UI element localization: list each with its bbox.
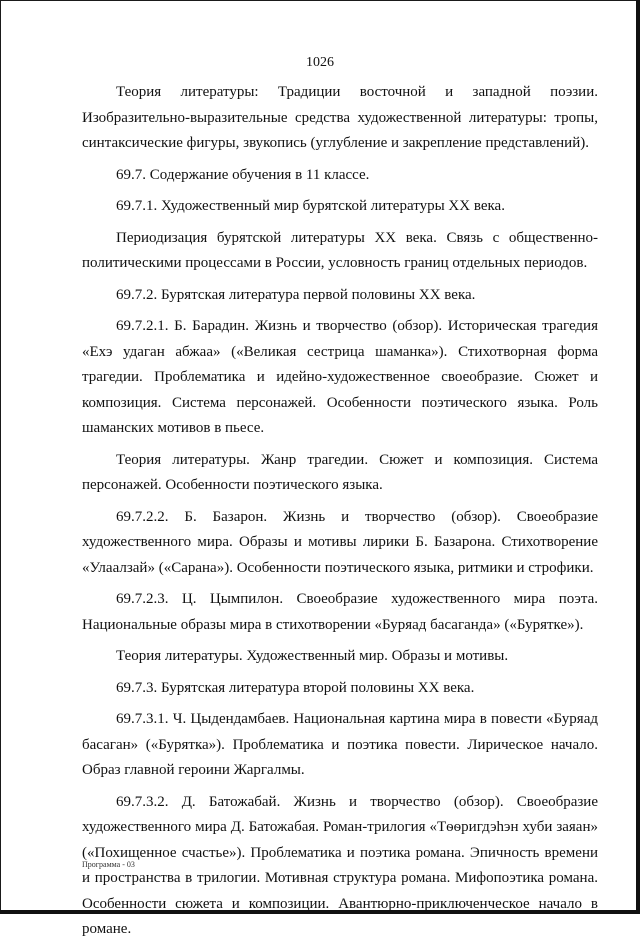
paragraph-baradin: 69.7.2.1. Б. Барадин. Жизнь и творчество (обзор). Историческая трагедия «Ехэ удаган абжаа» («Великая сестрица шаманка»). Стихотворная форма трагедии. Проблематика и идейно-художественное своеобразие. Сюжет и композиция. Система персонажей. Особенности поэтического языка. Роль шаманских мотивов в пьесе. [82,318,598,436]
paragraph-batozhabai: 69.7.3.2. Д. Батожабай. Жизнь и творчество (обзор). Своеобразие художественного мира Д. Батожабая. Роман-трилогия «Тѳѳригдэhэн хуби заяан» («Похищенное счастье»). Проблематика и поэтика романа. Эпичность времени и пространства в трилогии. Мотивная структура романа. Мифопоэтика романа. Особенности сюжета и композиции. Авантюрно-приключенческое начало в романе. [82,793,598,937]
heading-69-7-3: 69.7.3. Бурятская литература второй половины XX века. [116,679,475,696]
page-number: 1026 [306,55,334,70]
paragraph-theory-1: Теория литературы: Традиции восточной и западной поэзии. Изобразительно-выразительные средства художественной литературы: тропы, синтаксические фигуры, звукопись (углубление и закрепление представлений). [82,84,598,151]
paragraph-theory-2: Теория литературы. Жанр трагедии. Сюжет и композиция. Система персонажей. Особенности поэтического языка. [82,451,598,493]
page-border-right [636,0,640,914]
paragraph-bazaron: 69.7.2.2. Б. Базарон. Жизнь и творчество (обзор). Своеобразие художественного мира. Образы и мотивы лирики Б. Базарона. Стихотворение «Улаалзай» («Сарана»). Особенности поэтического языка, ритмики и строфики. [82,508,598,576]
heading-69-7-1: 69.7.1. Художественный мир бурятской литературы XX века. [116,198,505,214]
footer-label: Программа - 03 [82,860,135,869]
heading-69-7: 69.7. Содержание обучения в 11 классе. [116,166,370,183]
paragraph-theory-3: Теория литературы. Художественный мир. Образы и мотивы. [116,648,509,664]
paragraph-tsydendambaev: 69.7.3.1. Ч. Цыдендамбаев. Национальная картина мира в повести «Буряад басаган» («Бурятка»). Проблематика и поэтика повести. Лирическое начало. Образ главной героини Жаргалмы. [82,711,598,778]
paragraph-periodization: Периодизация бурятской литературы XX века. Связь с общественно-политическими процессами в России, условность границ отдельных периодов. [82,229,598,271]
document-body [82,80,598,943]
heading-69-7-2: 69.7.2. Бурятская литература первой половины XX века. [116,286,476,303]
page-border-left [0,0,1,914]
paragraph-tsympilon: 69.7.2.3. Ц. Цымпилон. Своеобразие художественного мира поэта. Национальные образы мира в стихотворении «Буряад басаганда» («Бурятке»). [82,591,598,633]
page-border-top [0,0,640,1]
